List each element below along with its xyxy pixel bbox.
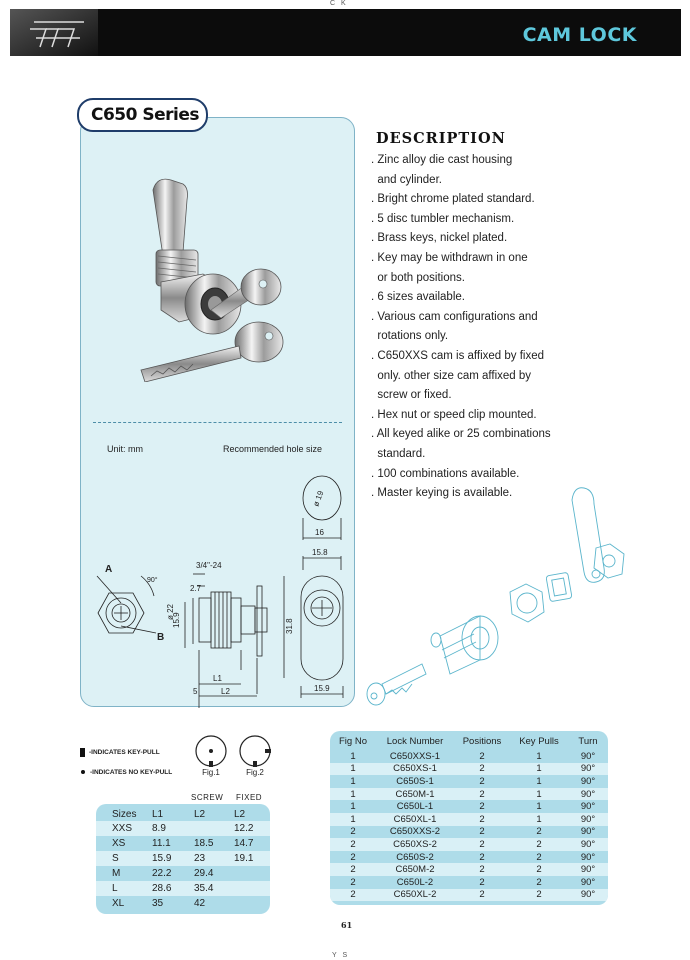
fixed-header: FIXED [236,793,263,802]
table-cell: S [96,851,152,866]
table-cell: 8.9 [152,821,194,836]
dimension-label: L2 [221,687,230,696]
legend-key-pull [80,745,172,759]
brand-logo [10,9,98,56]
table-cell: 1 [536,750,542,762]
column-header: Lock Number [386,736,444,747]
panel-divider [93,422,342,423]
table-cell: 90° [580,801,596,813]
table-cell: 2 [350,851,356,863]
description-line: . Master keying is available. [371,487,513,500]
dimension-label: 15.9 [314,684,330,693]
table-row [96,821,270,836]
table-cell: 2 [536,826,542,838]
table-cell: C650XS-1 [376,763,454,776]
table-row [330,800,608,813]
page-number: 61 [341,920,353,930]
table-cell: C650L-1 [396,801,434,813]
description-line: . C650XXS cam is affixed by fixed [371,349,545,362]
table-cell: 90° [568,813,608,826]
table-cell: C650M-2 [376,863,454,876]
table-cell: 90° [580,851,596,863]
table-row [330,788,608,801]
registration-mark-bottom: Y S [332,952,350,959]
description-line: . Zinc alloy die cast housing [371,154,513,166]
description-line: . All keyed alike or 25 combinations [371,428,551,441]
registration-mark-top: C K [330,0,348,7]
table-cell: 1 [330,788,376,801]
figure-1 [194,734,228,777]
table-cell: 1 [510,813,568,826]
dimension-label: B [157,632,165,643]
description-line: only. other size cam affixed by [371,369,532,382]
table-cell: 35.4 [194,881,234,896]
dimension-label: ø 22 [166,603,175,620]
table-cell: 2 [330,863,376,876]
description-section [371,130,671,504]
table-row [330,863,608,876]
table-row [330,876,608,889]
description-line: screw or fixed. [371,389,452,402]
table-cell: 1 [330,813,376,826]
column-header: L2 [234,808,246,820]
dimension-label: 3/4"-24 [196,561,222,570]
table-cell: 2 [536,851,542,863]
table-cell: 1 [510,763,568,776]
table-cell: L [96,881,152,896]
table-cell: 2 [454,838,510,851]
table-cell: 2 [350,826,356,838]
table-cell: 1 [350,801,356,813]
key-position-fig2-icon [238,734,272,768]
table-cell: 22.2 [152,868,172,879]
description-line: and cylinder. [371,173,442,186]
column-header: L2 [194,808,206,820]
dimension-label: 15.8 [312,548,328,557]
sizes-table-header-row [96,807,270,821]
table-cell [234,896,270,911]
table-cell: C650XL-1 [376,813,454,826]
table-cell: 18.5 [194,838,214,849]
table-cell: 15.9 [152,851,194,866]
column-header: Turn [578,736,598,747]
table-cell: 2 [479,876,485,888]
column-header: Fig No [339,736,367,747]
table-cell: 1 [536,775,542,787]
table-cell: 90° [568,889,608,902]
cam-lock-photo [101,152,321,382]
table-cell: 1 [510,788,568,801]
table-cell: 2 [330,838,376,851]
table-row [330,826,608,839]
table-cell: XS [112,838,126,849]
table-cell: 2 [454,788,510,801]
table-cell: XXS [96,821,152,836]
table-cell: 90° [580,826,596,838]
table-cell: 90° [568,763,608,776]
column-header: L1 [152,808,164,820]
table-row [330,813,608,826]
table-cell: 2 [454,863,510,876]
legend-key-pull-label: -INDICATES KEY-PULL [89,748,160,756]
table-cell: 23 [194,851,234,866]
table-cell: 1 [350,775,356,787]
dot-marker-icon [81,770,85,774]
dimension-label: 15.9 [172,612,181,628]
series-tab [77,98,208,132]
description-line: . Various cam configurations and [371,310,538,323]
table-row [330,763,608,776]
table-row [330,750,608,763]
table-row [96,896,270,911]
table-row [96,836,270,851]
table-cell: 90° [568,838,608,851]
table-cell: 12.2 [234,821,270,836]
table-row [330,775,608,788]
table-cell: 2 [454,813,510,826]
table-cell: 2 [510,838,568,851]
description-line: . Hex nut or speed clip mounted. [371,408,537,421]
table-cell: C650S-1 [396,775,434,787]
table-cell: 2 [536,876,542,888]
table-cell: 2 [330,889,376,902]
table-cell: 2 [510,863,568,876]
table-cell: 2 [479,826,485,838]
table-cell: 2 [479,801,485,813]
table-cell: C650S-2 [396,851,434,863]
series-title: C650 Series [91,105,200,125]
figure-2-label: Fig.2 [246,768,264,777]
description-line: . 6 sizes available. [371,291,465,304]
table-row [330,851,608,864]
dimension-label: 5 [193,687,198,696]
description-list [371,151,671,504]
table-cell: 29.4 [194,868,214,879]
table-cell: 35 [152,898,164,909]
description-line: . Brass keys, nickel plated. [371,232,508,245]
lock-table-header-row [330,733,608,750]
header-bar [10,9,681,56]
sizes-table [96,804,270,914]
table-cell: 42 [194,898,206,909]
column-header: Positions [462,736,502,747]
table-cell: 2 [350,876,356,888]
square-marker-icon [80,748,85,757]
lock-number-table [330,731,608,905]
description-line: . Bright chrome plated standard. [371,193,535,206]
description-line: rotations only. [371,330,449,343]
table-cell: 1 [330,763,376,776]
unit-label: Unit: mm [107,444,143,454]
figure-2 [238,734,272,777]
table-cell: 14.7 [234,838,254,849]
table-cell: 1 [350,750,356,762]
description-line: standard. [371,447,426,460]
description-line: . 100 combinations available. [371,467,520,480]
table-cell: 2 [479,750,485,762]
legend-no-key-pull [80,765,172,779]
screw-header: SCREW [191,793,224,802]
table-row [330,889,608,902]
table-cell: 2 [454,763,510,776]
table-cell: C650XS-2 [376,838,454,851]
table-cell: 2 [479,775,485,787]
table-row [96,866,270,881]
table-cell: 28.6 [152,881,194,896]
dimension-label: 90° [147,577,158,584]
table-cell: C650XL-2 [376,889,454,902]
description-line: . Key may be withdrawn in one [371,251,528,264]
table-cell: XL [112,898,125,909]
table-cell: 1 [536,801,542,813]
key-position-fig1-icon [194,734,228,768]
dimension-label: 31.8 [285,618,294,634]
table-cell: 90° [568,863,608,876]
product-panel [80,117,355,707]
table-cell: 11.1 [152,838,171,849]
table-cell: 2 [479,851,485,863]
legend-no-key-pull-label: -INDICATES NO KEY-PULL [90,768,173,776]
table-cell [194,821,234,836]
table-cell: 90° [580,750,596,762]
table-row [96,881,270,896]
column-header: Sizes [112,808,137,820]
table-cell: 2 [510,889,568,902]
exploded-view-drawing [362,478,682,718]
dimension-label: A [105,564,113,575]
column-header: Key Pulls [519,736,559,747]
table-cell: C650XXS-1 [389,750,441,762]
table-cell: 19.1 [234,851,270,866]
table-cell: 90° [580,775,596,787]
table-row [96,851,270,866]
technical-drawing [81,458,356,708]
table-cell: C650L-2 [396,876,434,888]
description-line: . 5 disc tumbler mechanism. [371,212,515,225]
table-cell: 90° [580,876,596,888]
description-heading: DESCRIPTION [376,130,506,147]
table-cell: C650XXS-2 [389,826,441,838]
table-row [330,838,608,851]
dimension-label: ø 19 [311,489,326,508]
hole-size-label: Recommended hole size [223,444,323,454]
figure-1-label: Fig.1 [202,768,220,777]
legend [80,745,172,785]
table-cell: 90° [568,788,608,801]
dimension-label: 2.7 [190,584,202,593]
table-cell: M [112,868,121,879]
table-cell: 2 [454,889,510,902]
screw-fixed-header [191,793,272,802]
page-header-title: CAM LOCK [522,24,637,46]
dimension-label: 16 [315,528,324,537]
table-cell [234,881,270,896]
table-cell: C650M-1 [376,788,454,801]
description-line: or both positions. [371,271,465,284]
table-cell [234,866,270,881]
dimension-label: L1 [213,674,222,683]
